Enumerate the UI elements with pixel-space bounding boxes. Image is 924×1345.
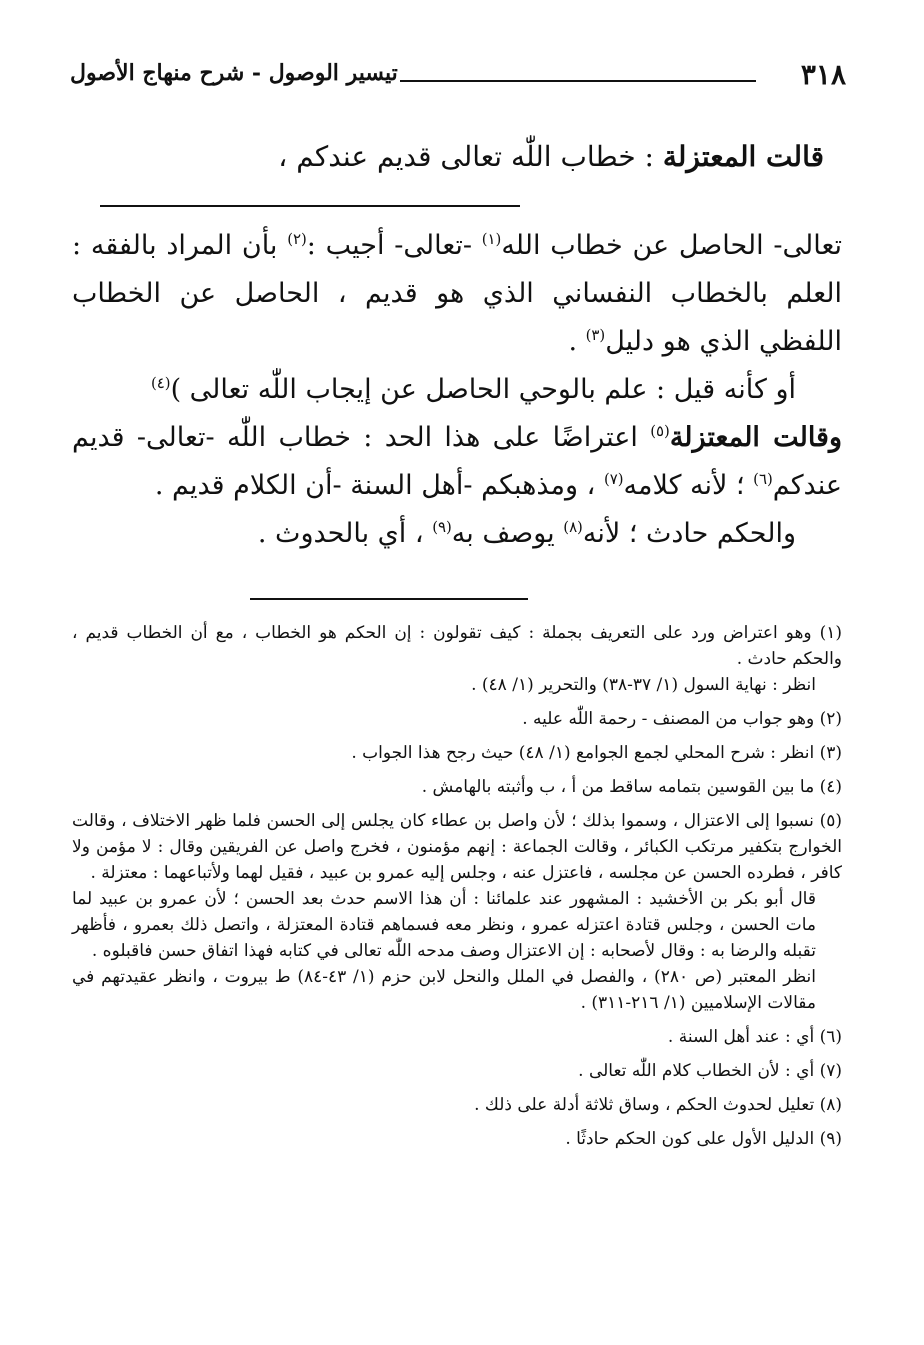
commentary-paragraph-3 xyxy=(72,414,842,510)
footnote-6: (٦) أي : عند أهل السنة . xyxy=(667,1027,842,1047)
footnote-8: (٨) تعليل لحدوث الحكم ، وساق ثلاثة أدلة على ذلك . xyxy=(474,1095,842,1115)
page-header xyxy=(70,58,846,98)
footnote-5-continued: قال أبو بكر بن الأخشيد : المشهور عند علمائنا : أن هذا الاسم حدث بعد الحسن ؛ لأن عمرو بن عبيد لما مات الحسن ، وجلس قتادة اعتزله عمرو ، ونظر معه فسماهم قتادة المعتزلة ، واتصل ذلك بعمرو ، فأظهر تقبله والرضا به : وقال لأصحابه : إن الاعتزال وصف مدحه اللّٰه تعالى في كتابه فهذا اتفاق حسن فاقبلوه . xyxy=(72,889,816,961)
footnote-2: (٢) وهو جواب من المصنف - رحمة اللّٰه عليه . xyxy=(522,709,842,729)
quote-label: قالت المعتزلة xyxy=(662,140,824,173)
text-run: ؛ لأنه كلامه xyxy=(623,470,754,501)
footnote-divider xyxy=(250,598,528,600)
quote-divider xyxy=(100,205,520,207)
footnote-1-reference: انظر : نهاية السول (١/ ٣٧-٣٨) والتحرير (١/ ٤٨) . xyxy=(471,675,816,695)
running-title: تيسير الوصول - شرح منهاج الأصول xyxy=(70,60,398,86)
footnote-ref-4: (٤) xyxy=(150,374,171,392)
text-run: يوصف به xyxy=(451,518,564,549)
footnote-9: (٩) الدليل الأول على كون الحكم حادثًا . xyxy=(565,1129,842,1149)
footnote-ref-7: (٧) xyxy=(603,470,624,488)
quote-text: : خطاب اللّٰه تعالى قديم عندكم ، xyxy=(278,140,663,173)
page-number: ٣١٨ xyxy=(800,58,846,91)
text-run: -تعالى- أجيب : xyxy=(306,230,482,261)
text-run: اعتراضًا على هذا الحد : خطاب اللّٰه -تعالى- قديم عندكم xyxy=(72,422,842,501)
commentary-paragraph-4 xyxy=(72,510,842,558)
text-run: ، ومذهبكم -أهل السنة -أن الكلام قديم . xyxy=(154,470,604,501)
commentary-paragraph-2 xyxy=(72,366,842,414)
footnote-ref-1: (١) xyxy=(481,230,502,248)
footnote-1: (١) وهو اعتراض ورد على التعريف بجملة : كيف تقولون : إن الحكم هو الخطاب ، مع أن الخطاب قديم ، والحكم حادث . xyxy=(72,623,842,669)
text-run: بأن المراد بالفقه : العلم بالخطاب النفساني الذي هو قديم ، الحاصل عن الخطاب اللفظي الذي هو دليل xyxy=(72,230,842,357)
footnote-5: (٥) نسبوا إلى الاعتزال ، وسموا بذلك ؛ لأن واصل بن عطاء كان يجلس إلى الحسن فلما ظهر الاختلاف ، وقالت الخوارج بتكفير مرتكب الكبائر ، وقالت الجماعة : إنهم مؤمنون ، فخرج واصل عن الفريقين وقال : لا مؤمن ولا كافر ، فطرده الحسن عن مجلسه ، فاعتزل عنه ، وجلس إليه عمرو بن عبيد ، فقيل لهما ولأتباعهما : معتزلة . xyxy=(72,811,842,883)
header-divider xyxy=(400,80,756,82)
paragraph-label: وقالت المعتزلة xyxy=(669,422,842,453)
commentary-body xyxy=(72,222,842,558)
text-run: ، أي بالحدوث . xyxy=(257,518,433,549)
footnote-3: (٣) انظر : شرح المحلي لجمع الجوامع (١/ ٤٨) حيث رجح هذا الجواب . xyxy=(351,743,842,763)
footnote-ref-6: (٦) xyxy=(753,470,773,488)
text-run: تعالى- الحاصل عن خطاب الله xyxy=(501,230,842,261)
footnote-ref-8: (٨) xyxy=(563,518,583,536)
footnotes xyxy=(72,620,842,1160)
footnote-ref-3: (٣) xyxy=(585,326,606,344)
footnote-7: (٧) أي : لأن الخطاب كلام اللّٰه تعالى . xyxy=(578,1061,842,1081)
commentary-paragraph-1 xyxy=(72,222,842,366)
footnote-ref-5: (٥) xyxy=(650,422,670,440)
text-run: أو كأنه قيل : علم بالوحي الحاصل عن إيجاب اللّٰه تعالى ) xyxy=(170,374,796,405)
footnote-ref-2: (٢) xyxy=(287,230,307,248)
footnote-ref-9: (٩) xyxy=(432,518,452,536)
footnote-4: (٤) ما بين القوسين بتمامه ساقط من أ ، ب وأثبته بالهامش . xyxy=(421,777,842,797)
text-run: . xyxy=(568,326,586,357)
footnote-5-reference: انظر المعتبر (ص ٢٨٠) ، والفصل في الملل والنحل لابن حزم (١/ ٤٣-٨٤) ط بيروت ، وانظر عقيدتهم في مقالات الإسلاميين (١/ ٢١٦-٣١١) . xyxy=(72,967,817,1013)
matn-quote xyxy=(100,140,824,173)
text-run: والحكم حادث ؛ لأنه xyxy=(582,518,796,549)
